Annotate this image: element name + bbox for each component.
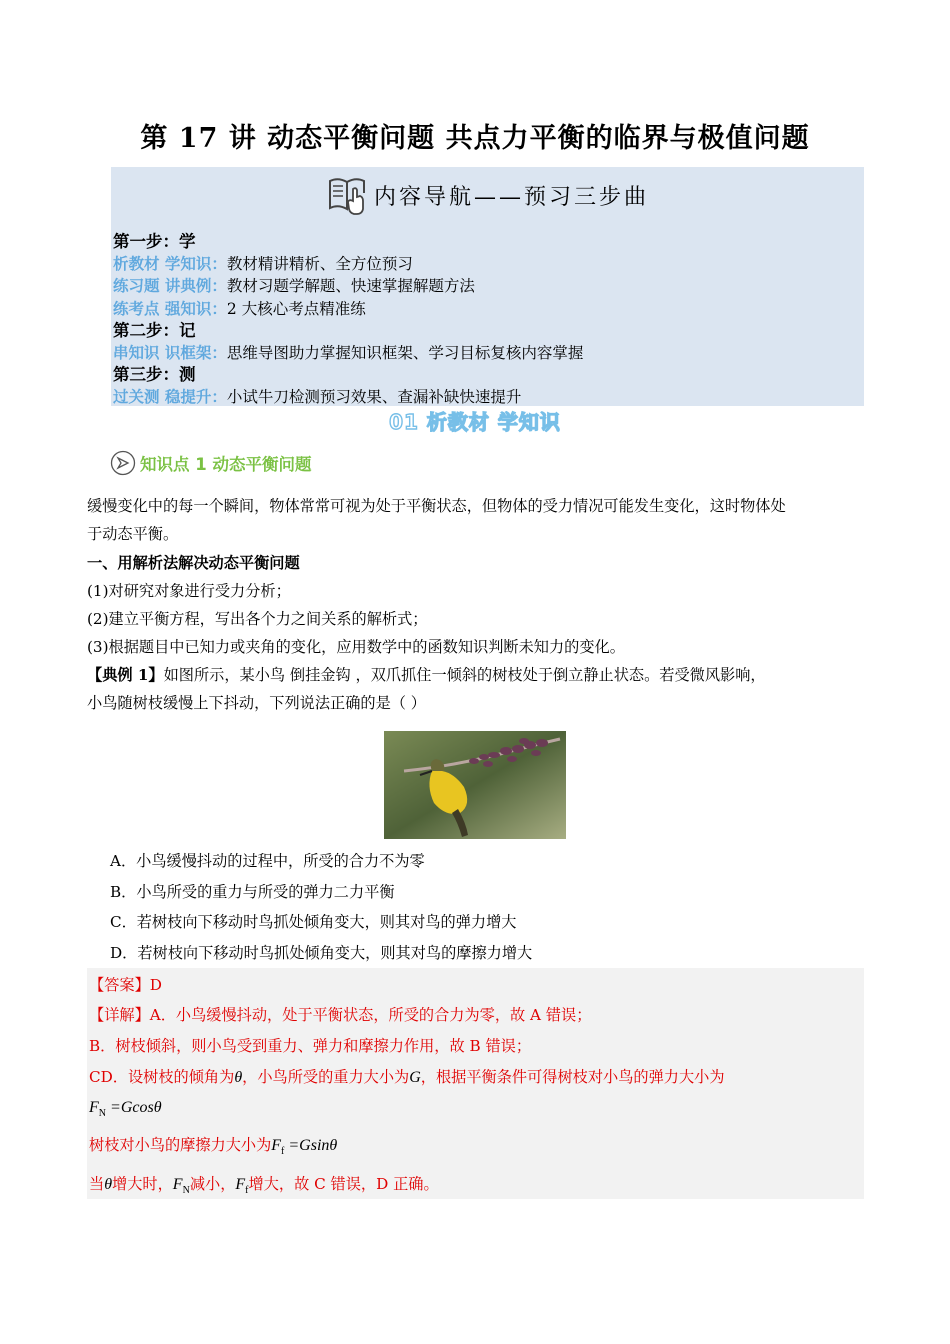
nav-line-3 <box>113 298 583 320</box>
detail-text: CD．设树枝的倾角为 <box>89 1068 235 1086</box>
nav-lines <box>113 231 583 409</box>
detail-label: 【详解】 <box>89 1006 150 1024</box>
nav-header <box>111 172 864 218</box>
formula-text: =Gsinθ <box>284 1137 338 1154</box>
f-symbol: F <box>89 1099 99 1116</box>
f-symbol: F <box>271 1137 282 1154</box>
nav-text: 小试牛刀检测预习效果、查漏补缺快速提升 <box>226 388 522 407</box>
subscript: N <box>98 1108 107 1120</box>
nav-text: 思维导图助力掌握知识框架、学习目标复核内容掌握 <box>226 344 584 363</box>
nav-key: 过关测 稳提升： <box>113 388 227 407</box>
example-text: 如图所示，某小鸟 倒挂金钩 ，双爪抓住一倾斜的树枝处于倒立静止状态。若受微风影响， <box>163 666 766 684</box>
nav-line-4 <box>113 342 583 364</box>
method-section <box>87 549 867 717</box>
f-symbol: F <box>172 1176 183 1193</box>
formula-ff <box>89 1134 337 1157</box>
conclusion <box>89 1173 439 1196</box>
knowledge-point-heading <box>110 450 311 476</box>
detail-text: 增大时， <box>112 1175 173 1193</box>
intro-line: 于动态平衡。 <box>87 525 179 543</box>
option-c: C．若树枝向下移动时鸟抓处倾角变大，则其对鸟的弹力增大 <box>110 913 517 931</box>
option-d: D．若树枝向下移动时鸟抓处倾角变大，则其对鸟的摩擦力增大 <box>110 943 533 962</box>
nav-key: 练考点 强知识： <box>113 299 227 318</box>
detail-text: ，根据平衡条件可得树枝对小鸟的弹力大小为 <box>420 1068 725 1086</box>
subscript: N <box>182 1185 190 1197</box>
subscript: f <box>281 1146 285 1158</box>
intro-line: 缓慢变化中的每一个瞬间，物体常常可视为处于平衡状态，但物体的受力情况可能发生变化，这时物体处 <box>87 497 786 515</box>
f-symbol: F <box>235 1176 246 1193</box>
content-navigation-box <box>111 167 864 406</box>
nav-header-text: 内容导航——预习三步曲 <box>373 184 649 210</box>
subscript: f <box>245 1185 249 1197</box>
option-b: B．小鸟所受的重力与所受的弹力二力平衡 <box>110 882 395 901</box>
section-tag: 01 析教材 学知识 <box>389 410 561 434</box>
answer-box <box>87 968 864 1199</box>
detail-cd <box>89 1066 725 1087</box>
g-symbol: G <box>409 1069 421 1086</box>
detail-text: ，小鸟所受的重力大小为 <box>242 1068 410 1086</box>
book-pointer-icon <box>326 173 370 217</box>
method-step: (3)根据题目中已知力或夹角的变化，应用数学中的函数知识判断未知力的变化。 <box>87 638 625 656</box>
example-label: 【典例 1】 <box>87 666 164 684</box>
option-a: A．小鸟缓慢抖动的过程中，所受的合力不为零 <box>110 852 425 870</box>
nav-key: 串知识 识框架： <box>113 344 227 363</box>
answer-label: 【答案】D <box>89 976 162 994</box>
options-list <box>110 846 532 968</box>
arrow-circle-icon <box>110 450 136 476</box>
step-3: 第三步：测 <box>113 365 196 385</box>
formula-fn <box>89 1098 162 1119</box>
nav-text: 教材精讲精析、全方位预习 <box>226 255 413 274</box>
step-2: 第二步：记 <box>113 320 196 340</box>
step-1: 第一步：学 <box>113 232 196 251</box>
theta-symbol: θ <box>234 1069 243 1086</box>
bird-on-branch-image <box>384 731 566 839</box>
example-question <box>87 661 867 689</box>
nav-line-2 <box>113 275 583 297</box>
theta-symbol: θ <box>104 1176 113 1193</box>
detail-text: 树枝对小鸟的摩擦力大小为 <box>89 1136 272 1154</box>
detail-a <box>89 1004 591 1025</box>
detail-text: 减小， <box>189 1175 236 1193</box>
detail-text: 增大，故 C 错误，D 正确。 <box>248 1175 439 1193</box>
method-heading: 一、用解析法解决动态平衡问题 <box>87 554 300 572</box>
document-title: 第 17 讲 动态平衡问题 共点力平衡的临界与极值问题 <box>140 123 810 154</box>
method-step: (1)对研究对象进行受力分析； <box>87 582 291 600</box>
nav-key: 析教材 学知识： <box>113 255 227 274</box>
nav-key: 练习题 讲典例： <box>113 277 227 296</box>
nav-line-1 <box>113 253 583 275</box>
nav-text: 2 大核心考点精准练 <box>226 299 366 318</box>
formula-text: =Gcosθ <box>106 1099 162 1116</box>
intro-paragraph <box>87 492 867 548</box>
detail-text: A．小鸟缓慢抖动，处于平衡状态，所受的合力为零，故 A 错误； <box>149 1006 592 1024</box>
example-text: 小鸟随树枝缓慢上下抖动，下列说法正确的是（ ） <box>87 694 426 712</box>
method-step: (2)建立平衡方程，写出各个力之间关系的解析式； <box>87 610 428 628</box>
detail-b: B．树枝倾斜，则小鸟受到重力、弹力和摩擦力作用，故 B 错误； <box>89 1037 532 1055</box>
knowledge-point-title: 知识点 1 动态平衡问题 <box>140 455 312 474</box>
detail-text: 当 <box>89 1175 105 1193</box>
nav-text: 教材习题学解题、快速掌握解题方法 <box>226 277 475 296</box>
